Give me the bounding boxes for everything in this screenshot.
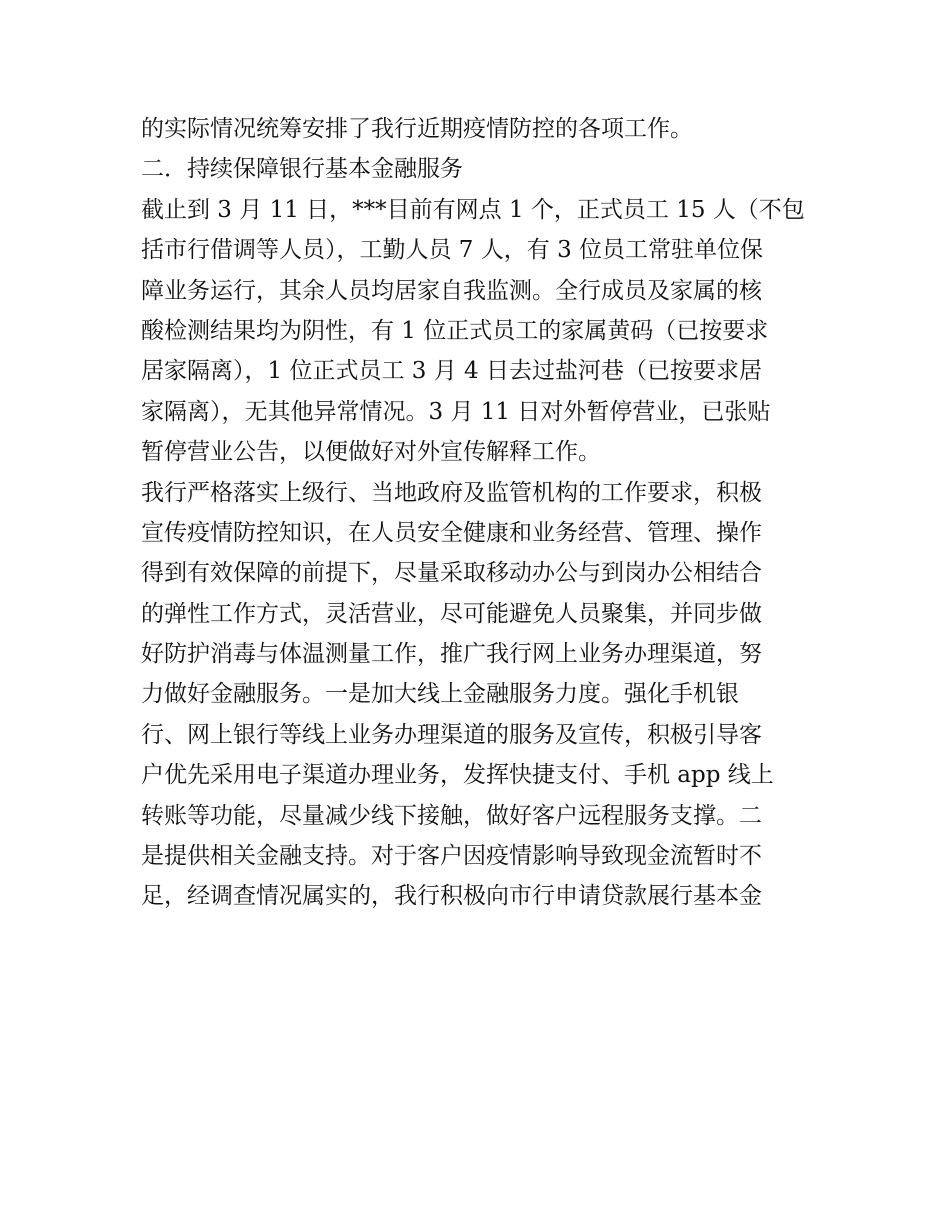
text-line: 的实际情况统筹安排了我行近期疫情防控的各项工作。 <box>141 116 693 142</box>
text-line: 力做好金融服务。一是加大线上金融服务力度。强化手机银 <box>141 681 739 708</box>
section-heading: 二．持续保障银行基本金融服务 <box>141 156 463 183</box>
body-text <box>141 109 821 917</box>
text-line: 是提供相关金融支持。对于客户因疫情影响导致现金流暂时不 <box>141 843 762 870</box>
text-line: 的弹性工作方式，灵活营业，尽可能避免人员聚集，并同步做 <box>141 600 762 627</box>
text-line: 截止到 3 月 11 日，***目前有网点 1 个，正式员工 15 人（不包 <box>141 196 805 223</box>
text-line: 宣传疫情防控知识，在人员安全健康和业务经营、管理、操作 <box>141 519 762 546</box>
text-line: 居家隔离），1 位正式员工 3 月 4 日去过盐河巷（已按要求居 <box>141 358 762 385</box>
text-line: 足，经调查情况属实的，我行积极向市行申请贷款展行基本金 <box>141 883 762 910</box>
text-line: 障业务运行，其余人员均居家自我监测。全行成员及家属的核 <box>141 277 762 304</box>
text-line: 转账等功能，尽量减少线下接触，做好客户远程服务支撑。二 <box>141 802 762 829</box>
text-line: 户优先采用电子渠道办理业务，发挥快捷支付、手机 app 线上 <box>141 762 774 789</box>
text-line: 括市行借调等人员），工勤人员 7 人，有 3 位员工常驻单位保 <box>141 237 764 264</box>
text-line: 行、网上银行等线上业务办理渠道的服务及宣传，积极引导客 <box>141 721 762 748</box>
text-line: 我行严格落实上级行、当地政府及监管机构的工作要求，积极 <box>141 479 762 506</box>
text-line: 酸检测结果均为阴性，有 1 位正式员工的家属黄码（已按要求 <box>141 317 769 344</box>
text-line: 暂停营业公告，以便做好对外宣传解释工作。 <box>141 439 601 466</box>
text-line: 家隔离），无其他异常情况。3 月 11 日对外暂停营业，已张贴 <box>141 398 771 425</box>
text-line: 好防护消毒与体温测量工作，推广我行网上业务办理渠道，努 <box>141 641 762 668</box>
text-line: 得到有效保障的前提下，尽量采取移动办公与到岗办公相结合 <box>141 560 762 587</box>
